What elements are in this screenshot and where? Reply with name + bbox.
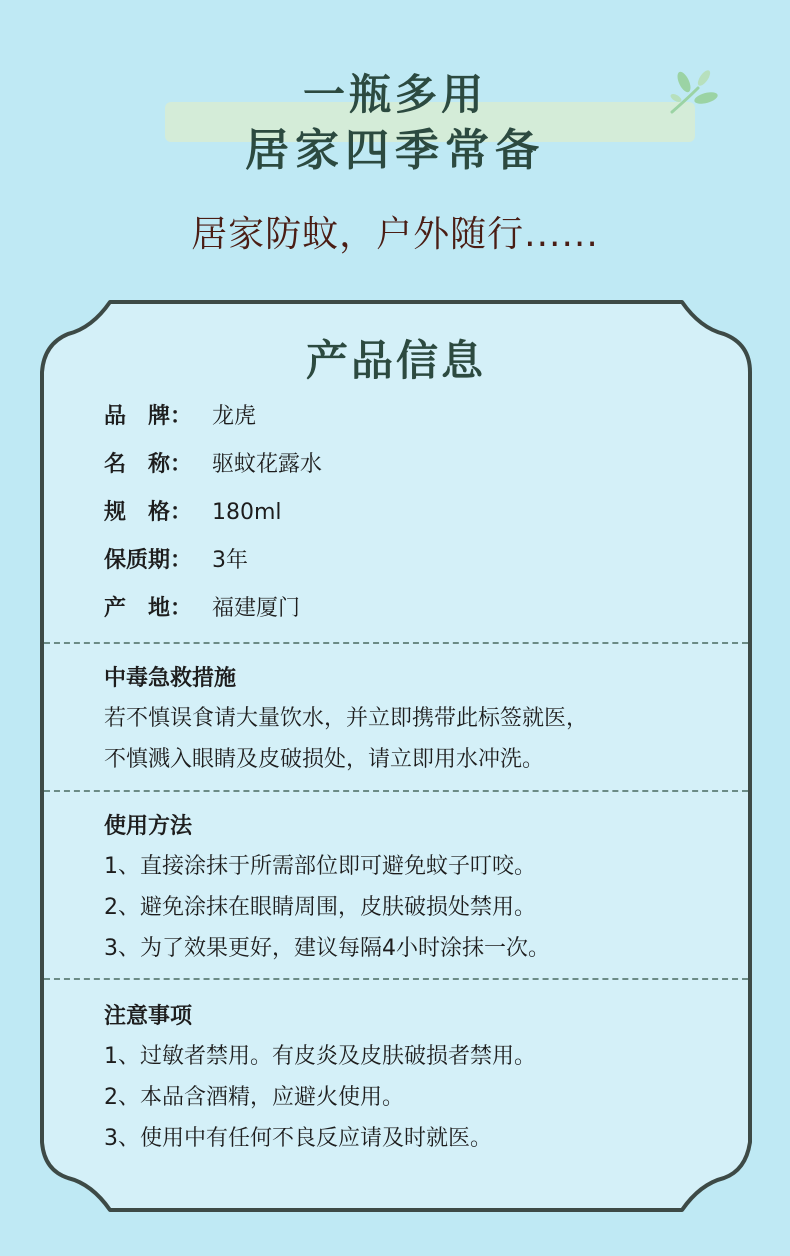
- section-line: 1、过敏者禁用。有皮炎及皮肤破损者禁用。: [104, 1044, 536, 1069]
- leaf-sprig-icon: [668, 68, 724, 116]
- spec-value: 龙虎: [212, 404, 257, 429]
- spec-label: 品 牌：: [104, 404, 193, 429]
- section-usage: [104, 808, 724, 969]
- section-divider: [44, 642, 748, 644]
- card-title: 产品信息: [305, 336, 486, 385]
- spec-label: 产 地：: [104, 596, 193, 621]
- section-line: 2、本品含酒精，应避火使用。: [104, 1085, 404, 1110]
- spec-value: 驱蚊花露水: [212, 452, 323, 477]
- section-line: 不慎溅入眼睛及皮破损处，请立即用水冲洗。: [104, 747, 545, 772]
- hero-tagline: 居家防蚊，户外随行......: [191, 214, 599, 255]
- section-line: 3、为了效果更好，建议每隔4小时涂抹一次。: [104, 936, 550, 961]
- section-line: 2、避免涂抹在眼睛周围，皮肤破损处禁用。: [104, 895, 536, 920]
- section-line: 若不慎误食请大量饮水，并立即携带此标签就医，: [104, 706, 589, 731]
- section-divider: [44, 978, 748, 980]
- section-title: 中毒急救措施: [104, 666, 237, 691]
- spec-row-shelf-life: [104, 544, 704, 592]
- spec-label: 规 格：: [104, 500, 193, 525]
- spec-row-size: [104, 496, 704, 544]
- hero-title-line2: 居家四季常备: [245, 125, 545, 176]
- spec-row-name: [104, 448, 704, 496]
- spec-row-origin: [104, 592, 704, 640]
- spec-label: 保质期：: [104, 548, 193, 573]
- section-divider: [44, 790, 748, 792]
- spec-value: 3年: [212, 548, 248, 573]
- product-info-card: [40, 300, 752, 1212]
- spec-label: 名 称：: [104, 452, 193, 477]
- section-title: 使用方法: [104, 814, 193, 839]
- spec-value: 福建厦门: [212, 596, 301, 621]
- section-title: 注意事项: [104, 1004, 193, 1029]
- spec-value: 180ml: [212, 500, 282, 525]
- section-first-aid: [104, 660, 724, 780]
- section-line: 1、直接涂抹于所需部位即可避免蚊子叮咬。: [104, 854, 536, 879]
- spec-list: [104, 400, 704, 640]
- section-line: 3、使用中有任何不良反应请及时就医。: [104, 1126, 492, 1151]
- section-precautions: [104, 998, 724, 1159]
- spec-row-brand: [104, 400, 704, 448]
- hero-banner: [0, 0, 790, 300]
- hero-title-line1: 一瓶多用: [302, 70, 487, 119]
